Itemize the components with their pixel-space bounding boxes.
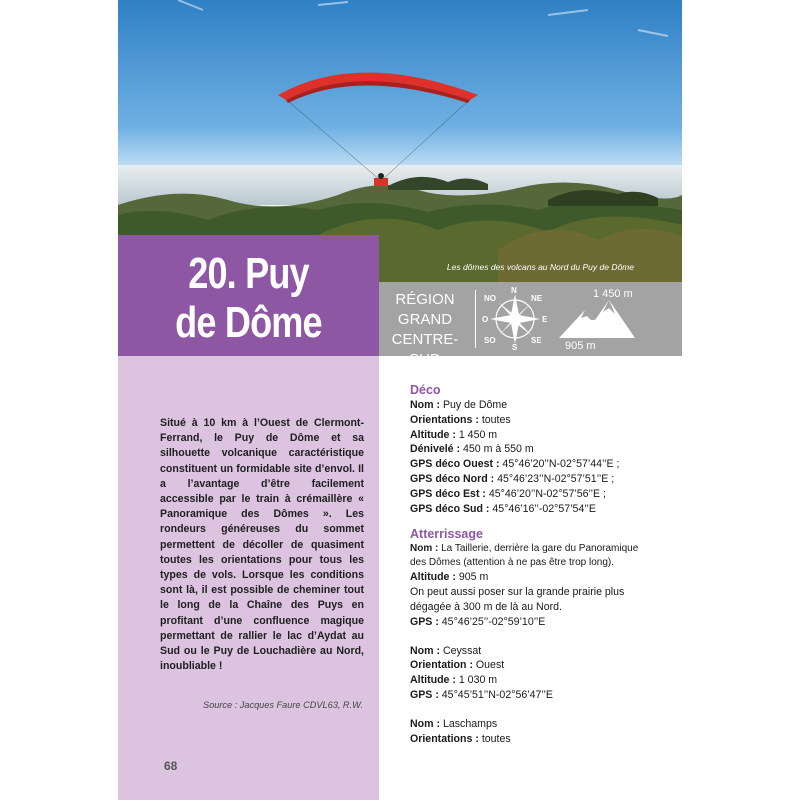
att1-gps: GPS : 45°46’25’’-02°59’10’’E xyxy=(410,615,546,628)
page-number: 68 xyxy=(164,759,178,773)
compass-rose-icon xyxy=(481,286,549,352)
site-description: Situé à 10 km à l’Ouest de Clermont-Ferrand, le Puy de Dôme et sa silhouette volcanique caractéristique constituent un formidable site d’envol. Il a l’avantage d’être facilement accessible par le train à crémaillère « Panoramique des Dômes ». Les rondeurs généreuses du sommet permettent de décoller de quasiment toutes les orientations pour tous les types de vols. Lorsque les conditions sont là, il est possible de cheminer tout le long de la Chaîne des Puys en profitant d’une confluence magique permettant de rallier le lac d’Aydat au Sud ou le Puy de Louchadière au Nord, inoubliable ! xyxy=(160,417,364,673)
source-credit: Source : Jacques Faure CDVL63, R.W. xyxy=(203,700,363,710)
att2-nom: Nom : Ceyssat xyxy=(410,644,482,657)
title-box xyxy=(118,235,379,356)
deco-row-gps-nord: GPS déco Nord : 45°46’23’’N-02°57’51’’E ; xyxy=(410,472,615,485)
deco-row-denivele: Dénivelé : 450 m à 550 m xyxy=(410,443,534,456)
att3-orientations: Orientations : toutes xyxy=(410,732,511,745)
compass-so: SO xyxy=(484,336,496,345)
site-title-line1: 20. Puy xyxy=(188,249,309,298)
guide-page xyxy=(118,0,682,800)
atterrissage-title: Atterrissage xyxy=(410,527,483,542)
att2-orientation: Orientation : Ouest xyxy=(410,659,505,672)
att1-nom: Nom : La Taillerie, derrière la gare du Panoramique des Dômes (attention à ne pas être trop long). xyxy=(410,543,639,569)
region-line3: CENTRE-SUD xyxy=(391,331,459,368)
compass-e: E xyxy=(542,315,548,324)
deco-title: Déco xyxy=(410,383,441,397)
deco-row-gps-sud: GPS déco Sud : 45°46’16’’-02°57’54’’E xyxy=(410,502,596,515)
site-title-line2: de Dôme xyxy=(175,298,322,347)
compass-ne: NE xyxy=(531,294,543,303)
photo-caption: Les dômes des volcans au Nord du Puy de Dôme xyxy=(446,262,634,272)
details-column xyxy=(410,382,650,746)
deco-row-gps-ouest: GPS déco Ouest : 45°46’20’’N-02°57’44’’E ; xyxy=(410,458,620,471)
deco-row-nom: Nom : Puy de Dôme xyxy=(410,399,508,411)
att2-gps: GPS : 45°45’51’’N-02°56’47’’E xyxy=(410,688,553,701)
deco-row-altitude: Altitude : 1 450 m xyxy=(410,428,498,441)
altitude-top: 1 450 m xyxy=(593,288,633,300)
att3-nom: Nom : Laschamps xyxy=(410,717,498,730)
region-line1: RÉGION xyxy=(395,291,455,308)
info-bar xyxy=(379,282,682,368)
att1-altitude: Altitude : 905 m xyxy=(410,571,489,584)
att2-altitude: Altitude : 1 030 m xyxy=(410,674,498,687)
region-label xyxy=(379,290,471,370)
description-column xyxy=(118,356,379,800)
site-title xyxy=(141,249,355,347)
region-line2: GRAND xyxy=(397,311,453,328)
compass-n: N xyxy=(511,286,517,295)
deco-row-gps-est: GPS déco Est : 45°46’20’’N-02°57’56’’E ; xyxy=(410,487,606,500)
deco-row-orientations: Orientations : toutes xyxy=(410,413,511,426)
att1-note: On peut aussi poser sur la grande prairie plus dégagée à 300 m de là au Nord. xyxy=(410,586,625,613)
compass-s: S xyxy=(512,343,518,352)
compass-o: O xyxy=(482,315,489,324)
info-divider xyxy=(475,290,476,348)
compass-no: NO xyxy=(484,294,496,303)
altitude-bottom: 905 m xyxy=(565,340,596,352)
compass-se: SE xyxy=(531,336,542,345)
